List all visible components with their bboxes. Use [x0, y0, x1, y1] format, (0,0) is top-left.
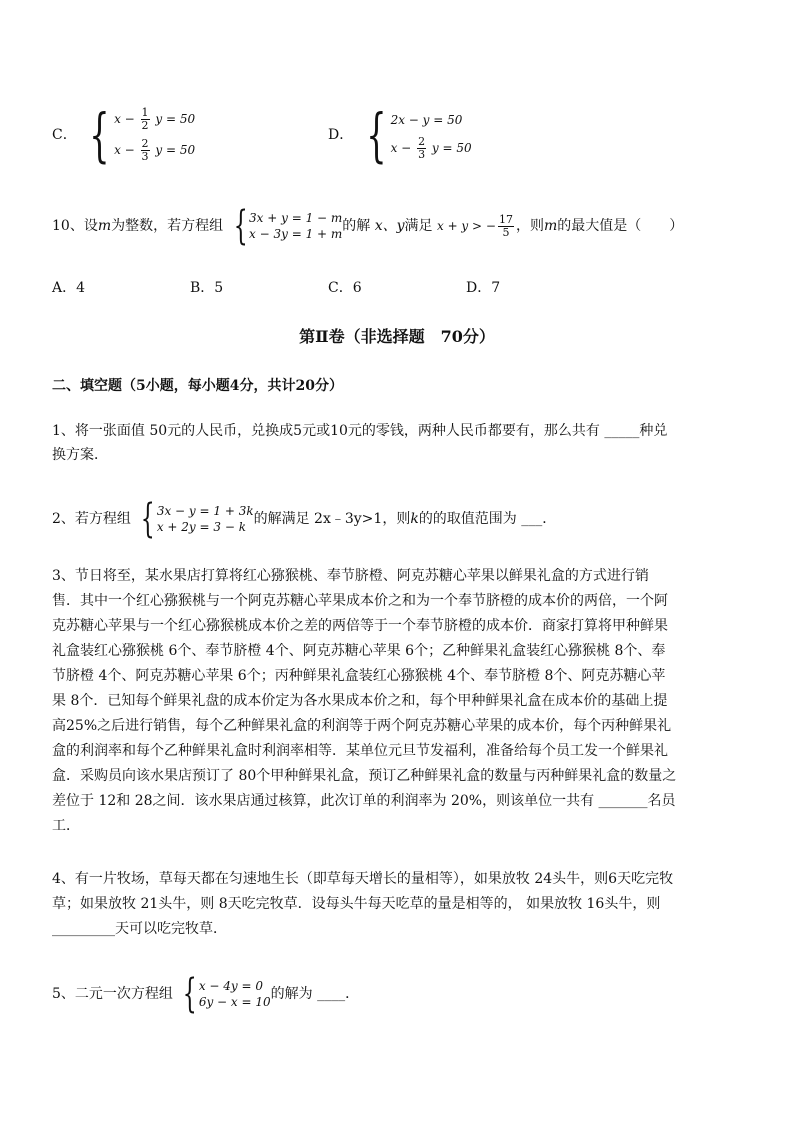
fill3-line: 盒．采购员向该水果店预订了 80个甲种鲜果礼盒，预订乙种鲜果礼盒的数量与丙种鲜果礼盒的数量之	[52, 768, 677, 784]
fill2-prefix: 2、若方程组	[52, 511, 131, 527]
frac-den: 2	[141, 119, 149, 132]
q9-d-eq2	[391, 136, 472, 161]
q9-option-c-equations	[114, 107, 195, 163]
fill3-line: 高25%之后进行销售，每个乙种鲜果礼盒的利润等于两个阿克苏糖心苹果的成本价，每个丙种鲜果礼	[52, 718, 672, 734]
q10-eq2: x − 3y = 1 + m	[249, 227, 343, 241]
q10-option-a: A．4	[52, 280, 86, 296]
fill3-line: 节脐橙 4个、阿克苏糖心苹果 6个；丙种鲜果礼盒装红心猕猴桃 4个、奉节脐橙 8个、阿克苏糖心苹	[52, 668, 666, 684]
q10-var-m2: m	[543, 218, 558, 234]
left-brace-icon: {	[365, 101, 387, 169]
frac-num: 2	[418, 134, 426, 148]
fill3-line: 盒的利润率和每个乙种鲜果礼盒时利润率相等．某单位元旦节发福利，准备给每个员工发一个鲜果礼	[52, 743, 668, 759]
left-brace-icon: {	[233, 203, 248, 249]
q9-option-d-label: D．	[328, 127, 354, 143]
q10-mid1: 为整数，若方程组	[111, 218, 224, 234]
fill1-line2: 换方案．	[52, 447, 108, 463]
frac-den: 5	[502, 225, 510, 239]
q10-equations	[249, 210, 342, 242]
q10-mid3: 满足	[404, 218, 433, 234]
fill5-suffix: 的解为 ____．	[270, 986, 360, 1002]
q10-cond-a: x + y > −	[436, 219, 496, 233]
fill2-equations	[157, 503, 254, 535]
fill4-line: 4、有一片牧场，草每天都在匀速地生长（即草每天增长的量相等），如果放牧 24头牛，则6天吃完牧	[52, 871, 674, 887]
q10-eq1: 3x + y = 1 − m	[249, 211, 343, 225]
q9-d-eq1: 2x − y = 50	[390, 112, 463, 127]
q9-option-d	[328, 101, 472, 169]
fill3-line: 果 8个．已知每个鲜果礼盘的成本价定为各水果成本价之和，每个甲种鲜果礼盒在成本价的基础上提	[52, 693, 668, 709]
fill2-eq1: 3x − y = 1 + 3k	[156, 504, 254, 518]
q9-option-c	[52, 101, 196, 169]
fill5-stem	[52, 971, 360, 1017]
fill5-eq2: 6y − x = 10	[198, 995, 271, 1009]
fill2-eq2: x + 2y = 3 − k	[156, 520, 246, 534]
fill3-line: 克苏糖心苹果与一个红心猕猴桃成本价之差的两倍等于一个奉节脐橙的成本价．商家打算将甲种鲜果	[52, 618, 668, 634]
fill5-equations	[199, 978, 271, 1010]
fill3-line: 差位于 12和 28之间．该水果店通过核算，此次订单的利润率为 20%，则该单位一共有 _______名员	[52, 793, 676, 809]
q9-c-eq2-frac	[141, 138, 150, 163]
fill2-mid: 的解满足 2x﹣3y>1，则	[253, 511, 411, 527]
q9-c-eq2-b: y = 50	[155, 143, 196, 157]
frac-den: 3	[418, 147, 426, 161]
fill5-system	[177, 971, 271, 1017]
q9-option-c-system	[81, 101, 196, 169]
q10-var-m: m	[97, 218, 112, 234]
q10-mid2: 的解	[342, 218, 371, 234]
fill3-line: 工．	[52, 818, 80, 834]
q10-cond-frac	[498, 214, 514, 239]
q10-prefix: 10、设	[52, 218, 98, 234]
q10-option-c: C．6	[328, 280, 362, 296]
fill4-line: _________天可以吃完牧草．	[52, 921, 227, 937]
q9-c-eq1	[114, 107, 195, 132]
fill4-line: 草；如果放牧 21头牛，则 8天吃完牧草．设每头牛每天吃草的量是相等的， 如果放牧 16头牛，则	[52, 896, 661, 912]
q10-suffix: 的最大值是（ ）	[557, 218, 684, 234]
fill2-suffix: 的的取值范围为 ___．	[418, 511, 557, 527]
fill3-line: 3、节日将至，某水果店打算将红心猕猴桃、奉节脐橙、阿克苏糖心苹果以鲜果礼盒的方式进行销	[52, 568, 649, 584]
q10-vars-xy: x、y	[374, 218, 405, 234]
fill2-system	[135, 496, 254, 542]
fill2-var-k: k	[410, 511, 419, 527]
q9-c-eq1-a: x −	[114, 112, 135, 126]
q9-d-eq2-b: y = 50	[431, 140, 472, 155]
left-brace-icon: {	[141, 496, 156, 542]
q9-option-d-equations	[391, 110, 472, 161]
q10-mid4: ，则	[515, 218, 544, 234]
fill1-line1: 1、将一张面值 50元的人民币，兑换成5元或10元的零钱，两种人民币都要有，那么共有 _____种兑	[52, 423, 668, 439]
q9-d-eq2-a: x −	[390, 140, 412, 155]
q9-c-eq1-frac	[141, 107, 150, 132]
frac-num: 2	[141, 137, 149, 150]
q10-stem	[52, 203, 684, 249]
q9-option-d-system	[358, 101, 472, 169]
fill5-prefix: 5、二元一次方程组	[52, 986, 173, 1002]
frac-num: 1	[141, 106, 149, 119]
q9-option-c-label: C．	[52, 127, 77, 143]
frac-den: 3	[141, 150, 149, 163]
q10-option-b: B．5	[190, 280, 224, 296]
q9-c-eq2	[114, 138, 195, 163]
q9-c-eq1-b: y = 50	[155, 112, 196, 126]
q9-d-eq2-frac	[417, 136, 426, 161]
fill5-eq1: x − 4y = 0	[198, 979, 264, 993]
fill3-line: 礼盒装红心猕猴桃 6个、奉节脐橙 4个、阿克苏糖心苹果 6个；乙种鲜果礼盒装红心猕猴桃 8个、奉	[52, 643, 666, 659]
q9-c-eq2-a: x −	[114, 143, 135, 157]
section2-title: 第Ⅱ卷（非选择题 70分）	[299, 327, 495, 346]
left-brace-icon: {	[183, 971, 198, 1017]
left-brace-icon: {	[89, 101, 110, 169]
fill2-stem	[52, 496, 557, 542]
part2-heading: 二、填空题（5小题，每小题4分，共计20分）	[52, 378, 343, 394]
q10-option-d: D．7	[466, 280, 501, 296]
q10-system	[228, 203, 343, 249]
fill3-line: 售．其中一个红心猕猴桃与一个阿克苏糖心苹果成本价之和为一个奉节脐橙的成本价的两倍，一个阿	[52, 593, 668, 609]
frac-num: 17	[498, 212, 513, 226]
